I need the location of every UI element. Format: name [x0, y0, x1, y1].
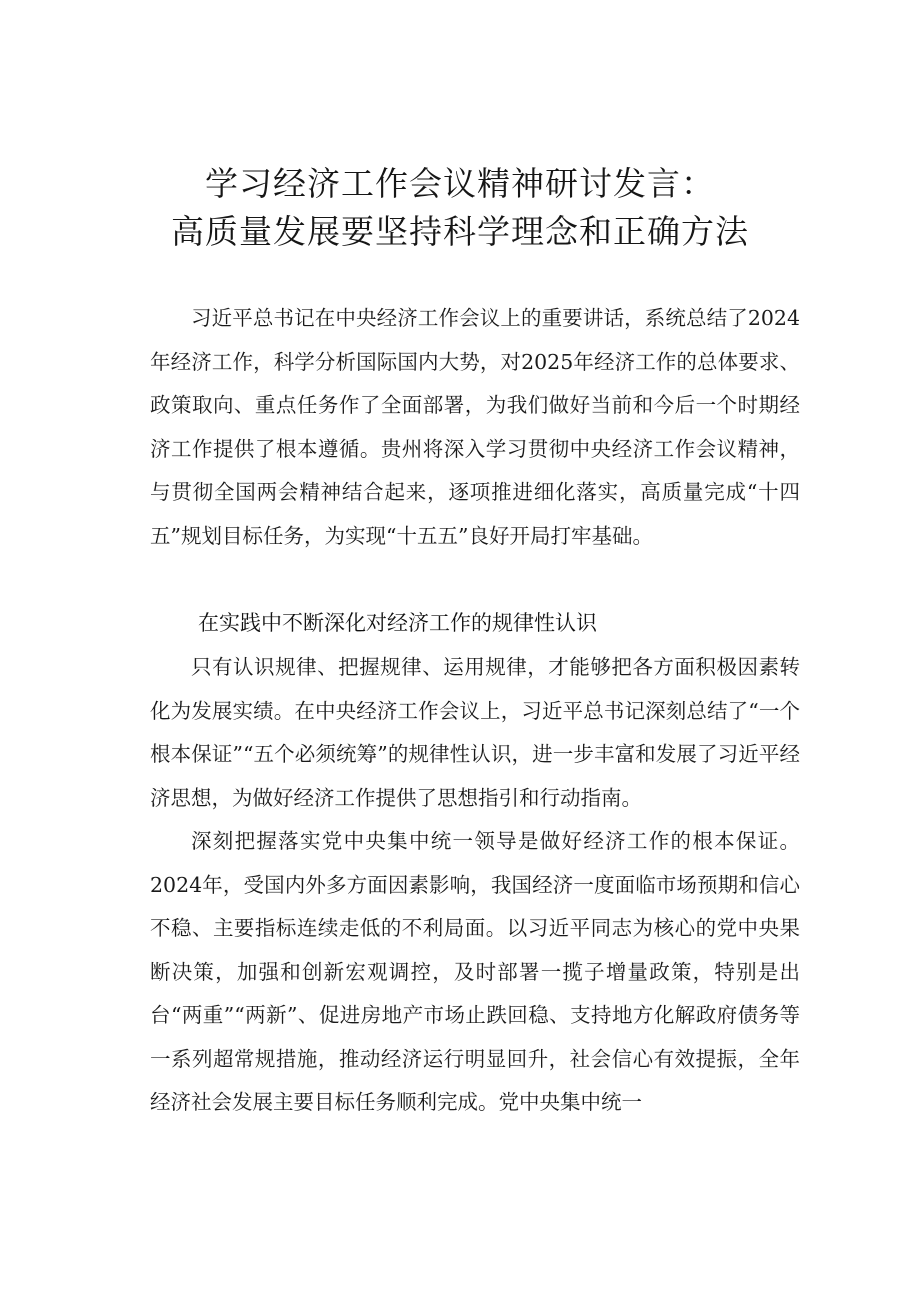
intro-paragraph: 习近平总书记在中央经济工作会议上的重要讲话，系统总结了2024年经济工作，科学分析国际国内大势，对2025年经济工作的总体要求、政策取向、重点任务作了全面部署，为我们做好当前和今后一个时期经济工作提供了根本遵循。贵州将深入学习贯彻中央经济工作会议精神，与贯彻全国两会精神结合起来，逐项推进细化落实，高质量完成“十四五”规划目标任务，为实现“十五五”良好开局打牢基础。 [150, 306, 800, 548]
document-title-line-1: 学习经济工作会议精神研讨发言： [205, 164, 715, 203]
section-heading: 在实践中不断深化对经济工作的规律性认识 [198, 611, 597, 635]
body-paragraph-2: 只有认识规律、把握规律、运用规律，才能够把各方面积极因素转化为发展实绩。在中央经济工作会议上，习近平总书记深刻总结了“一个根本保证”“五个必须统筹”的规律性认识，进一步丰富和发展了习近平经济思想，为做好经济工作提供了思想指引和行动指南。 [150, 655, 800, 810]
document-title-line-2: 高质量发展要坚持科学理念和正确方法 [171, 212, 749, 251]
body-paragraph-3: 深刻把握落实党中央集中统一领导是做好经济工作的根本保证。2024年，受国内外多方面因素影响，我国经济一度面临市场预期和信心不稳、主要指标连续走低的不利局面。以习近平同志为核心的党中央果断决策，加强和创新宏观调控，及时部署一揽子增量政策，特别是出台“两重”“两新”、促进房地产市场止跌回稳、支持地方化解政府债务等一系列超常规措施，推动经济运行明显回升，社会信心有效提振，全年经济社会发展主要目标任务顺利完成。党中央集中统一 [150, 829, 800, 1114]
